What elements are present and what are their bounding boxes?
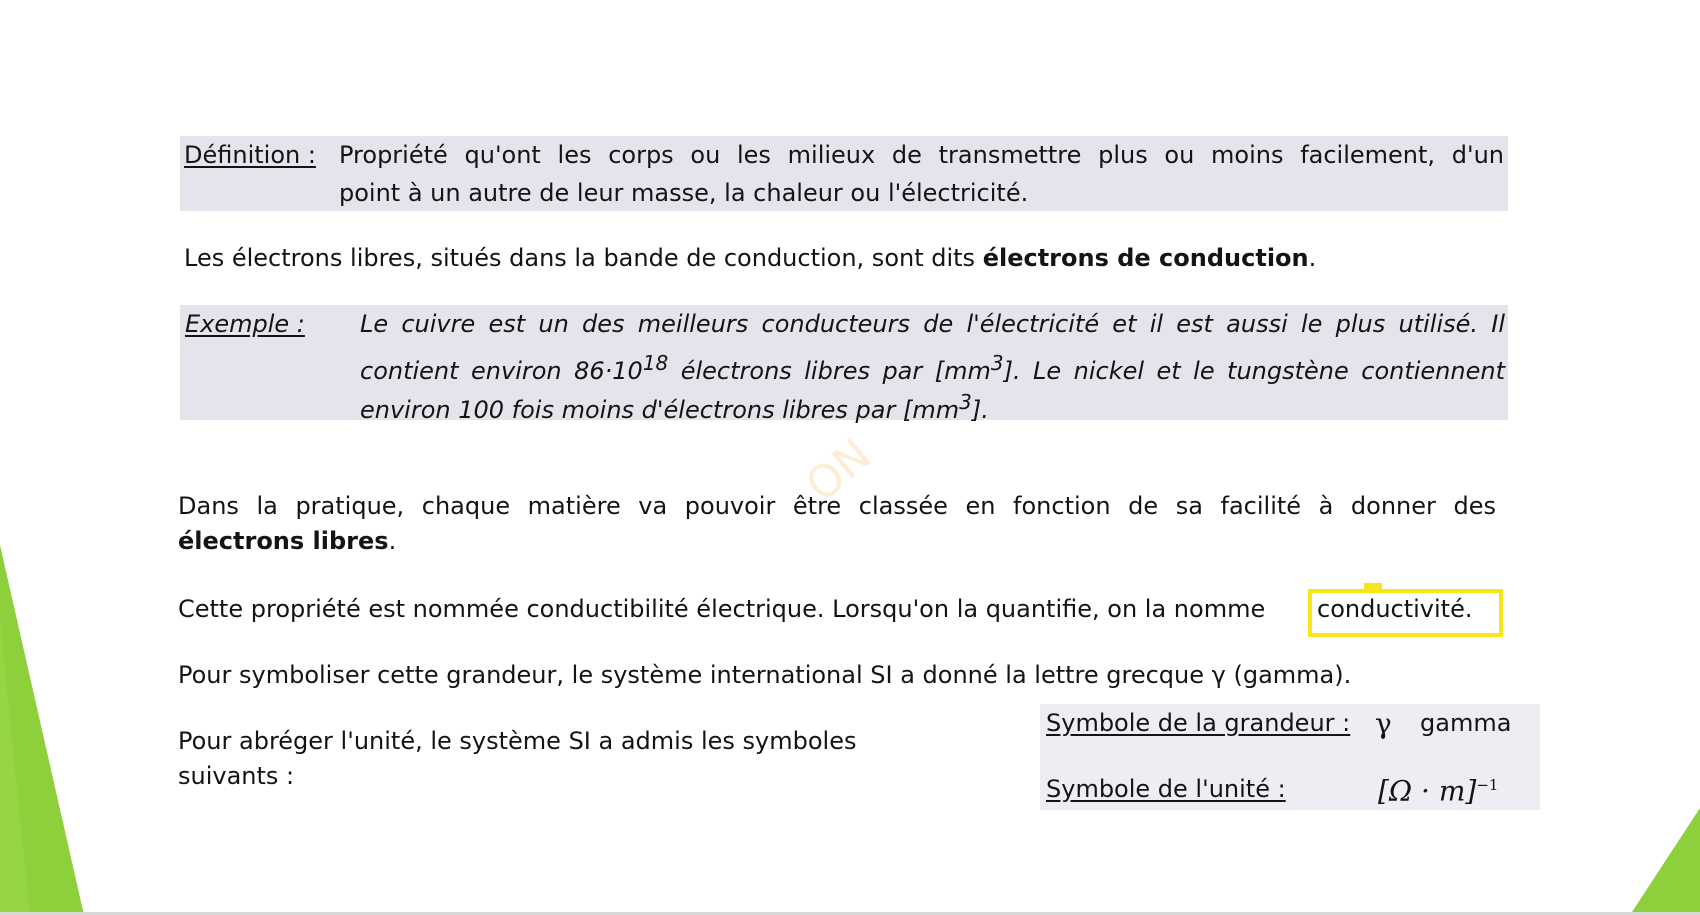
right-green-triangle — [1630, 808, 1700, 915]
conductivity-highlight: conductivité. — [1317, 595, 1473, 623]
abbrev-line-1: Pour abréger l'unité, le système SI a admis les symboles — [178, 727, 857, 755]
quantity-symbol-label: Symbole de la grandeur : — [1046, 709, 1351, 737]
example-label: Exemple : — [185, 310, 305, 338]
unit-symbol-label: Symbole de l'unité : — [1046, 775, 1286, 803]
electrons-text: Les électrons libres, situés dans la bande de conduction, sont dits — [184, 244, 976, 272]
definition-line-1: Propriété qu'ont les corps ou les milieux de transmettre plus ou moins facilement, d'un — [339, 141, 1504, 169]
unit-symbol: $[\Omega \cdot m]^{-1}$ — [1378, 774, 1499, 808]
definition-label: Définition : — [184, 141, 316, 169]
example-line-2: contient environ $86\cdot 10^{18}$ électrons libres par $[mm^3]$. Le nickel et le tungstène contiennent — [360, 351, 1505, 385]
quantity-symbol: γ — [1375, 707, 1392, 740]
practice-line-1: Dans la pratique, chaque matière va pouvoir être classée en fonction de sa facilité à donner des — [178, 492, 1496, 520]
electrons-end: . — [1308, 244, 1317, 272]
property-sentence: Cette propriété est nommée conductibilité électrique. Lorsqu'on la quantifie, on la nomme — [178, 595, 1266, 623]
electrons-paragraph — [184, 240, 1316, 277]
example-line-1: Le cuivre est un des meilleurs conducteurs de l'électricité et il est aussi le plus utilisé. Il — [360, 310, 1505, 338]
definition-line-2: point à un autre de leur masse, la chaleur ou l'électricité. — [339, 179, 1029, 207]
quantity-name: gamma — [1420, 709, 1512, 737]
abbrev-line-2: suivants : — [178, 762, 295, 790]
electrons-bold: électrons de conduction — [982, 244, 1309, 272]
example-line-3: environ 100 fois moins d'électrons libres par $[mm^3]$. — [360, 390, 989, 424]
practice-line-2: électrons libres. — [178, 527, 397, 555]
symbol-sentence: Pour symboliser cette grandeur, le système international SI a donné la lettre grecque γ (gamma). — [178, 661, 1352, 689]
watermark: ON — [796, 429, 882, 512]
